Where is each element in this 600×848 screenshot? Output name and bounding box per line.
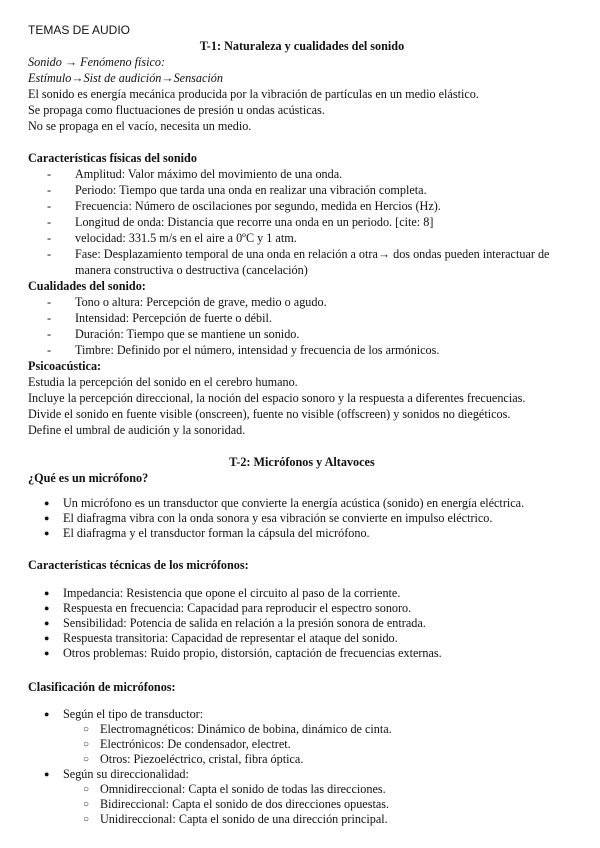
paragraph-line: Define el umbral de audición y la sonoridad. bbox=[28, 423, 246, 437]
fisicas-list bbox=[28, 166, 576, 278]
list-item: - Duración: Tiempo que se mantiene un sonido. bbox=[28, 326, 576, 342]
list-item: - Tono o altura: Percepción de grave, medio o agudo. bbox=[28, 294, 576, 310]
paragraph-line: Se propaga como fluctuaciones de presión u ondas acústicas. bbox=[28, 103, 325, 117]
list-item: - Frecuencia: Número de oscilaciones por segundo, medida en Hercios (Hz). bbox=[28, 198, 576, 214]
sub-bullet-item: ○ Otros: Piezoeléctrico, cristal, fibra óptica. bbox=[28, 752, 576, 767]
document-page bbox=[28, 22, 576, 827]
spacer bbox=[28, 438, 576, 454]
italic-line: Sonido → Fenómeno físico: bbox=[28, 55, 166, 69]
list-item: - Intensidad: Percepción de fuerte o débil. bbox=[28, 310, 576, 326]
sub-bullet-item: ○ Bidireccional: Capta el sonido de dos direcciones opuestas. bbox=[28, 797, 576, 812]
paragraph-line: Divide el sonido en fuente visible (onscreen), fuente no visible (offscreen) y sonidos no diegéticos. bbox=[28, 407, 511, 421]
subheading-tecnicas: Características técnicas de los micrófonos: bbox=[28, 558, 249, 572]
section-title-t2: T-2: Micrófonos y Altavoces bbox=[229, 455, 375, 469]
bullet-item: ● Impedancia: Resistencia que opone el circuito al paso de la corriente. bbox=[28, 586, 576, 601]
bullet-item: ● Respuesta en frecuencia: Capacidad para reproducir el espectro sonoro. bbox=[28, 601, 576, 616]
subheading-que-es: ¿Qué es un micrófono? bbox=[28, 471, 149, 485]
spacer bbox=[28, 134, 576, 150]
paragraph-line: El sonido es energía mecánica producida por la vibración de partículas en un medio elástico. bbox=[28, 87, 479, 101]
sub-bullet-item: ○ Electromagnéticos: Dinámico de bobina, dinámico de cinta. bbox=[28, 722, 576, 737]
paragraph-line: Estudia la percepción del sonido en el cerebro humano. bbox=[28, 375, 298, 389]
list-item-line: - Fase: Desplazamiento temporal de una onda en relación a otra→ dos ondas pueden interactuar de bbox=[75, 247, 550, 261]
list-item: - Timbre: Definido por el número, intensidad y frecuencia de los armónicos. bbox=[28, 342, 576, 358]
spacer bbox=[28, 541, 576, 557]
cualidades-list bbox=[28, 294, 576, 358]
spacer bbox=[28, 695, 576, 707]
document-title: TEMAS DE AUDIO bbox=[28, 23, 131, 37]
bullet-item: ● Sensibilidad: Potencia de salida en relación a la presión sonora de entrada. bbox=[28, 616, 576, 631]
section-title-t1: T-1: Naturaleza y cualidades del sonido bbox=[199, 39, 405, 53]
paragraph-line: No se propaga en el vacío, necesita un medio. bbox=[28, 119, 252, 133]
tecnicas-list bbox=[28, 586, 576, 661]
bullet-item: ● Un micrófono es un transductor que convierte la energía acústica (sonido) en energía eléctrica. bbox=[28, 496, 576, 511]
subheading-cualidades: Cualidades del sonido: bbox=[28, 279, 146, 293]
list-item: - Periodo: Tiempo que tarda una onda en realizar una vibración completa. bbox=[28, 182, 576, 198]
list-item: - Amplitud: Valor máximo del movimiento de una onda. bbox=[28, 166, 576, 182]
bullet-item: ● Según su direccionalidad: bbox=[28, 767, 576, 782]
list-item: - velocidad: 331.5 m/s en el aire a 0ºC y 1 atm. bbox=[28, 230, 576, 246]
bullet-item: ● Respuesta transitoria: Capacidad de representar el ataque del sonido. bbox=[28, 631, 576, 646]
subheading-clasificacion: Clasificación de micrófonos: bbox=[28, 680, 176, 694]
sub-bullet-item: ○ Unidireccional: Capta el sonido de una dirección principal. bbox=[28, 812, 576, 827]
bullet-item: ● El diafragma vibra con la onda sonora y esa vibración se convierte en impulso eléctrico. bbox=[28, 511, 576, 526]
bullet-item: ● El diafragma y el transductor forman la cápsula del micrófono. bbox=[28, 526, 576, 541]
subheading-psicoacustica: Psicoacústica: bbox=[28, 359, 102, 373]
spacer bbox=[28, 486, 576, 496]
italic-line: Estímulo→Sist de audición→Sensación bbox=[28, 71, 223, 85]
sub-bullet-item: ○ Electrónicos: De condensador, electret. bbox=[28, 737, 576, 752]
subheading-fisicas: Características físicas del sonido bbox=[28, 151, 197, 165]
bullet-item: ● Otros problemas: Ruido propio, distorsión, captación de frecuencias externas. bbox=[28, 646, 576, 661]
list-item: - Longitud de onda: Distancia que recorre una onda en un periodo. [cite: 8] bbox=[28, 214, 576, 230]
bullet-item: ● Según el tipo de transductor: bbox=[28, 707, 576, 722]
paragraph-line: Incluye la percepción direccional, la noción del espacio sonoro y la respuesta a diferentes frecuencias. bbox=[28, 391, 526, 405]
direccional-sublist bbox=[28, 782, 576, 827]
list-item bbox=[28, 246, 576, 278]
spacer bbox=[28, 573, 576, 586]
transductor-sublist bbox=[28, 722, 576, 767]
list-item-line: manera constructiva o destructiva (cancelación) bbox=[75, 263, 308, 277]
clasificacion-list-2 bbox=[28, 767, 576, 782]
que-es-list bbox=[28, 496, 576, 541]
spacer bbox=[28, 661, 576, 679]
clasificacion-list bbox=[28, 707, 576, 722]
sub-bullet-item: ○ Omnidireccional: Capta el sonido de todas las direcciones. bbox=[28, 782, 576, 797]
